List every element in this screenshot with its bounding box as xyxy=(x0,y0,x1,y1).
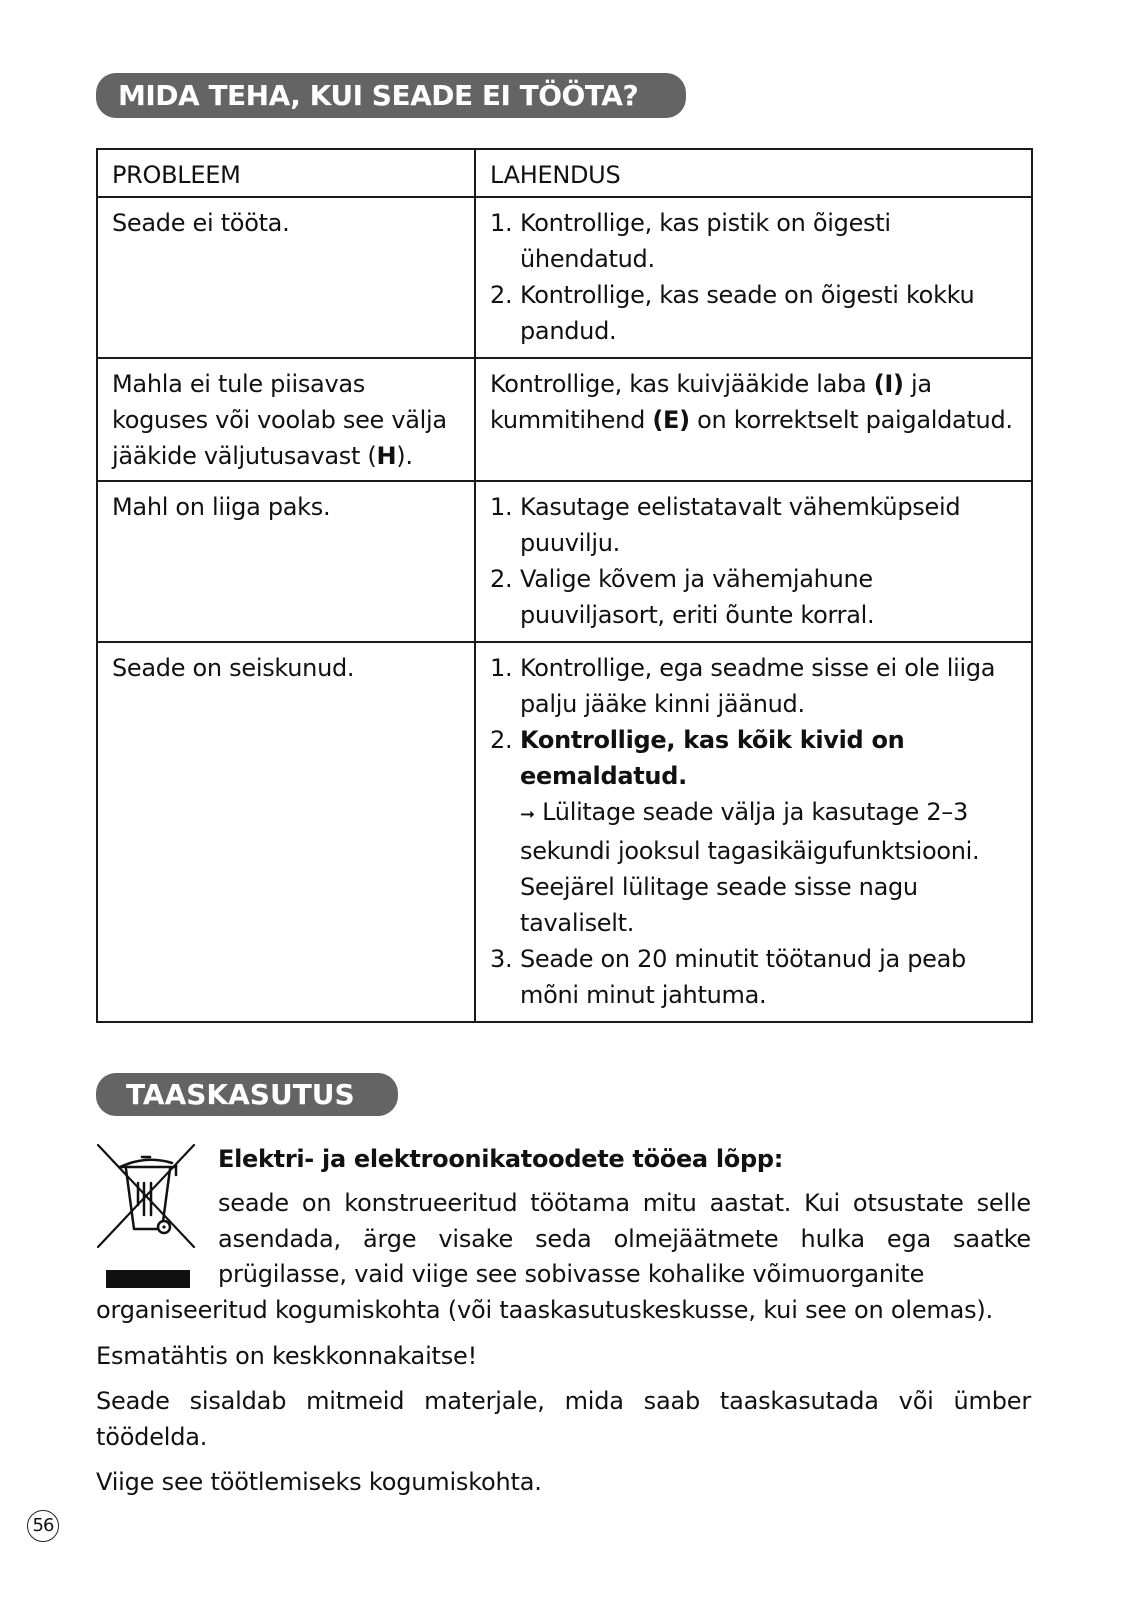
solution-cell xyxy=(475,358,1032,481)
recycling-intro-continued: organiseeritud kogumiskohta (või taaskasutuskeskusse, kui see on olemas). xyxy=(96,1295,993,1324)
troubleshooting-title: MIDA TEHA, KUI SEADE EI TÖÖTA? xyxy=(96,73,686,118)
step-text: Kontrollige, kas seade on õigesti kokku pandud. xyxy=(520,281,975,345)
recycling-intro xyxy=(96,1186,1031,1328)
problem-text-end: ). xyxy=(396,442,413,470)
step-text: Lülitage seade välja ja kasutage 2–3 sekundi jooksul tagasikäigufunktsiooni. Seejärel lülitage seade sisse nagu tavaliselt. xyxy=(520,798,980,937)
step-text: Kontrollige, kas pistik on õigesti ühendatud. xyxy=(520,209,891,273)
solution-step xyxy=(490,561,1019,633)
step-number: 2. xyxy=(490,726,513,754)
troubleshooting-table xyxy=(96,148,1033,1023)
solution-step xyxy=(490,205,1019,277)
step-bold-text: Kontrollige, kas kõik kivid on eemaldatud. xyxy=(520,726,905,790)
table-header-row xyxy=(97,149,1032,197)
table-row xyxy=(97,642,1032,1022)
page-number: 56 xyxy=(27,1510,59,1542)
step-number: 1. xyxy=(490,209,513,237)
solution-step xyxy=(490,650,1019,722)
problem-cell xyxy=(97,358,475,481)
solution-text: on korrektselt paigaldatud. xyxy=(689,406,1013,434)
step-text: Seade on 20 minutit töötanud ja peab mõni minut jahtuma. xyxy=(520,945,966,1009)
step-number: 1. xyxy=(490,493,513,521)
step-body xyxy=(520,722,1019,941)
problem-cell: Seade ei tööta. xyxy=(97,197,475,358)
part-label-h: H xyxy=(376,442,397,470)
recycling-intro-indented: seade on konstrueeritud töötama mitu aastat. Kui otsustate selle asendada, ärge visake seda olmejäätmete hulka ega saatke prügilasse, vaid viige see sobivasse kohalike võimuorganite xyxy=(218,1189,1031,1288)
problem-column-header: PROBLEEM xyxy=(97,149,475,197)
recycling-heading: Elektri- ja elektroonikatoodete tööea lõpp: xyxy=(218,1145,784,1173)
part-label-e: (E) xyxy=(652,406,690,434)
solution-cell xyxy=(475,197,1032,358)
solution-step xyxy=(490,722,1019,941)
recycling-title: TAASKASUTUS xyxy=(96,1073,398,1116)
problem-cell: Seade on seiskunud. xyxy=(97,642,475,1022)
solution-cell xyxy=(475,481,1032,642)
environment-priority-text: Esmatähtis on keskkonnakaitse! xyxy=(96,1342,478,1370)
step-number: 1. xyxy=(490,654,513,682)
step-text: Kontrollige, ega seadme sisse ei ole liiga palju jääke kinni jäänud. xyxy=(520,654,996,718)
materials-text: Seade sisaldab mitmeid materjale, mida saab taaskasutada või ümber töödelda. xyxy=(96,1387,1031,1451)
solution-text: ja kummitihend xyxy=(490,370,932,434)
part-label-i: (I) xyxy=(873,370,904,398)
table-row xyxy=(97,358,1032,481)
problem-cell: Mahl on liiga paks. xyxy=(97,481,475,642)
arrow-icon: ➞ xyxy=(520,804,535,825)
solution-step xyxy=(490,941,1019,1013)
step-number: 2. xyxy=(490,281,513,309)
step-text: Valige kõvem ja vähemjahune puuviljasort, eriti õunte korral. xyxy=(520,565,875,629)
solution-text: Kontrollige, kas kuivjääkide laba xyxy=(490,370,874,398)
step-text: Kasutage eelistatavalt vähemküpseid puuvilju. xyxy=(520,493,961,557)
step-number: 3. xyxy=(490,945,513,973)
table-row xyxy=(97,481,1032,642)
step-arrow-line xyxy=(520,794,1019,941)
solution-cell xyxy=(475,642,1032,1022)
solution-column-header: LAHENDUS xyxy=(475,149,1032,197)
solution-step xyxy=(490,489,1019,561)
step-number: 2. xyxy=(490,565,513,593)
solution-step xyxy=(490,277,1019,349)
table-row xyxy=(97,197,1032,358)
collection-point-text: Viige see töötlemiseks kogumiskohta. xyxy=(96,1468,542,1496)
problem-text: Mahla ei tule piisavas koguses või voolab see välja jääkide väljutusavast ( xyxy=(112,370,447,470)
